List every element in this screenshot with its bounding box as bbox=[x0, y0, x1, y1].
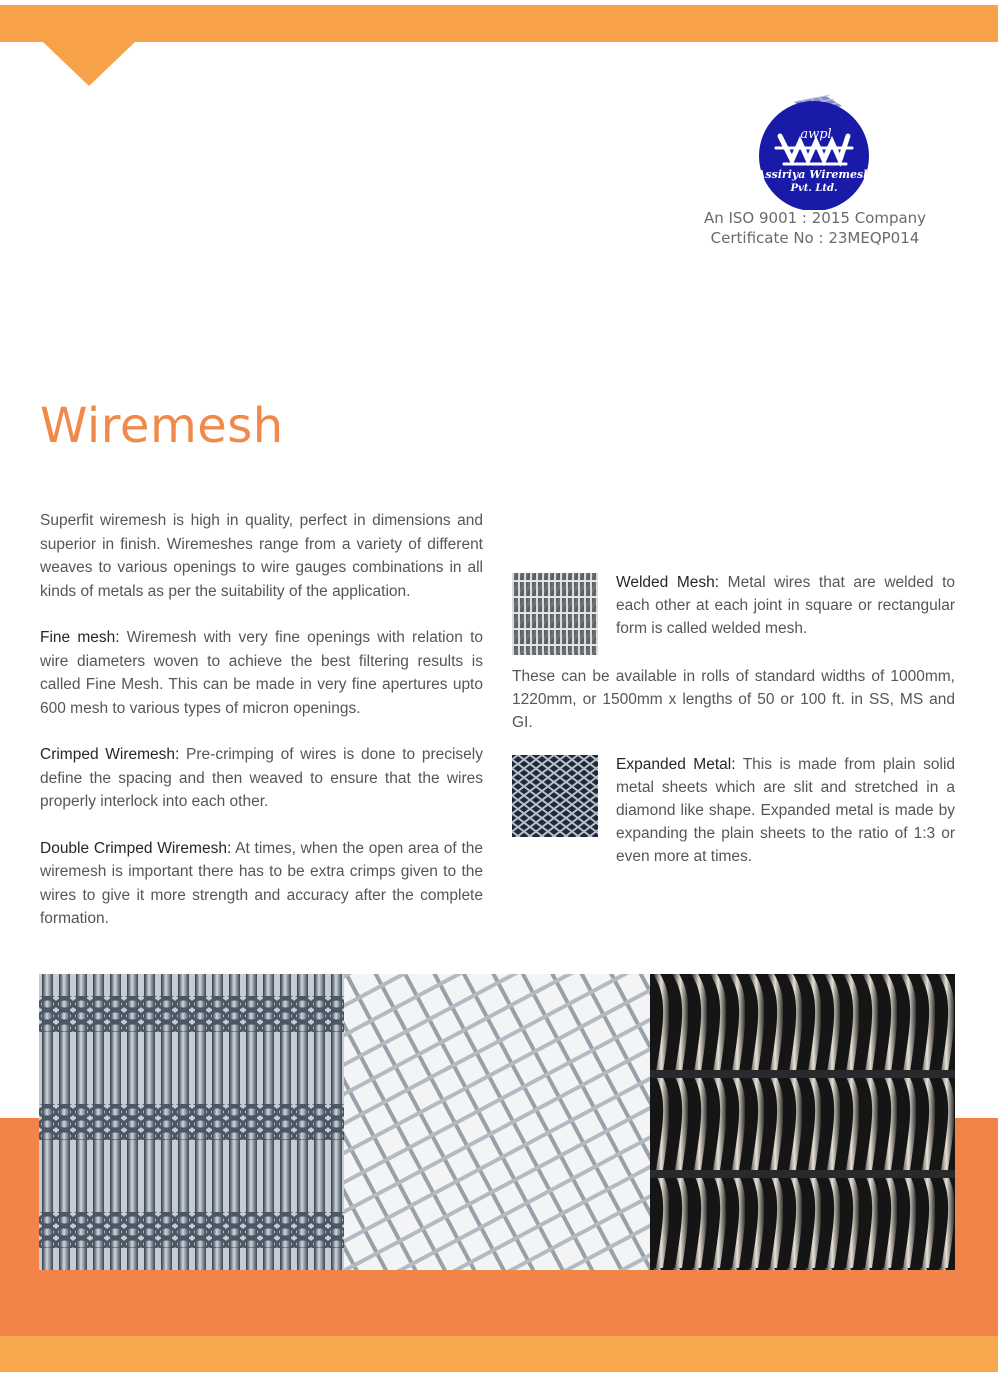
expanded-metal-term: Expanded Metal: bbox=[616, 756, 736, 773]
logo-top-text: awpl bbox=[800, 127, 832, 142]
expanded-metal-text: This is made from plain solid metal sheets which are slit and stretched in a diamond like shape. Expanded metal is made by expanding the plain sheets to the ratio of 1:3 or even more at times. bbox=[616, 756, 956, 865]
iso-info bbox=[680, 208, 950, 248]
welded-mesh-section bbox=[512, 571, 955, 734]
crimped-wiremesh-text: Pre-crimping of wires is done to precisely define the spacing and then weaved to ensure that the wires properly interlock into each other. bbox=[40, 746, 483, 810]
product-photo-strip bbox=[39, 974, 955, 1270]
crimped-wiremesh-paragraph bbox=[40, 743, 483, 814]
welded-mesh-term: Welded Mesh: bbox=[616, 574, 720, 591]
certificate-line: Certificate No : 23MEQP014 bbox=[710, 229, 920, 247]
company-logo bbox=[754, 92, 874, 210]
welded-mesh-text: Metal wires that are welded to each other at each joint in square or rectangular form is called welded mesh. bbox=[616, 574, 955, 637]
logo-name: Assiriya Wiremesh bbox=[756, 168, 872, 181]
wiremesh-photo-square bbox=[344, 974, 650, 1270]
double-crimped-paragraph bbox=[40, 837, 483, 931]
fine-mesh-term: Fine mesh: bbox=[40, 629, 120, 646]
fine-mesh-paragraph bbox=[40, 626, 483, 720]
double-crimped-text: At times, when the open area of the wiremesh is important there has to be extra crimps given to the wires to give it more strength and accuracy after the complete formation. bbox=[40, 839, 483, 927]
page-title: Wiremesh bbox=[40, 398, 284, 454]
intro-paragraph: Superfit wiremesh is high in quality, perfect in dimensions and superior in finish. Wiremeshes range from a variety of different weaves to various openings to wire gauges combinations in all kinds of metals as per the suitability of the application. bbox=[40, 512, 483, 600]
iso-line: An ISO 9001 : 2015 Company bbox=[703, 209, 927, 227]
wiremesh-photo-spiral bbox=[650, 974, 955, 1270]
top-orange-bar bbox=[0, 5, 998, 42]
welded-mesh-thumbnail bbox=[512, 573, 598, 655]
bottom-orange-bar bbox=[0, 1336, 998, 1372]
logo-suffix: Pvt. Ltd. bbox=[790, 183, 838, 194]
crimped-wiremesh-term: Crimped Wiremesh: bbox=[40, 746, 180, 763]
top-notch-triangle bbox=[43, 42, 135, 86]
expanded-metal-section bbox=[512, 753, 955, 868]
double-crimped-term: Double Crimped Wiremesh: bbox=[40, 839, 232, 857]
wiremesh-photo-rods bbox=[39, 974, 344, 1270]
left-column bbox=[40, 509, 483, 954]
welded-mesh-availability: These can be available in rolls of standard widths of 1000mm, 1220mm, or 1500mm x lengths of 50 or 100 ft. in SS, MS and GI. bbox=[512, 668, 955, 731]
expanded-metal-thumbnail bbox=[512, 755, 598, 837]
fine-mesh-text: Wiremesh with very fine openings with relation to wire diameters woven to achieve the best filtering results is called Fine Mesh. This can be made in very fine apertures upto 600 mesh to various types of micron openings. bbox=[40, 629, 483, 717]
